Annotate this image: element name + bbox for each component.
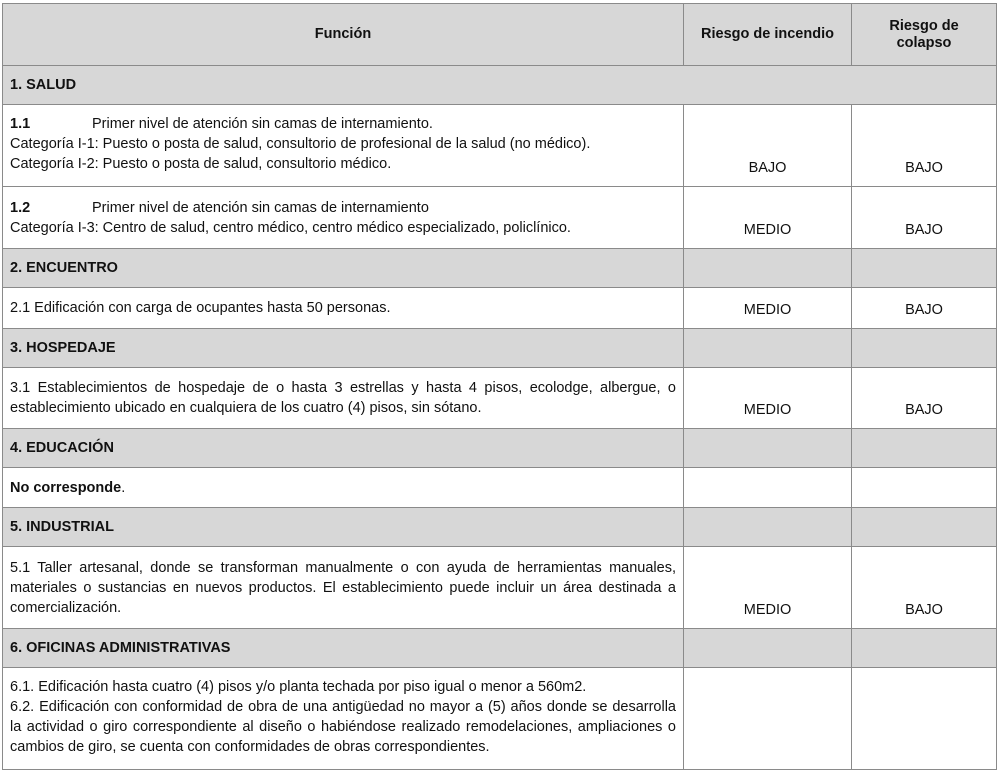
row-line: Categoría I-1: Puesto o posta de salud, consultorio de profesional de la salud (no médico).	[10, 136, 591, 152]
header-riesgo-incendio: Riesgo de incendio	[684, 4, 852, 66]
section-title-hospedaje: 3. HOSPEDAJE	[3, 329, 684, 368]
section-row-encuentro	[3, 249, 997, 288]
header-riesgo-colapso: Riesgo de colapso	[852, 4, 997, 66]
table-row	[3, 187, 997, 249]
row-line: 6.2. Edificación con conformidad de obra de una antigüedad no mayor a (5) años donde se desarrolla la actividad o giro correspondiente al diseño o habiéndose realizado remodelaciones, ampliaciones o cambios de giro, se cuenta con conformidades de obras correspondientes.	[10, 699, 676, 755]
row-5-1-description: 5.1 Taller artesanal, donde se transforman manualmente o con ayuda de herramientas manuales, materiales o sustancias en nuevos productos. El establecimiento puede incluir un área destinada a comercialización.	[3, 547, 684, 629]
section-row-salud	[3, 66, 997, 105]
riesgo-colapso-value: BAJO	[852, 547, 997, 629]
row-line: Primer nivel de atención sin camas de internamiento	[92, 199, 429, 216]
row-1-2-description	[3, 187, 684, 249]
table-row	[3, 468, 997, 508]
riesgo-colapso-value: BAJO	[852, 105, 997, 187]
riesgo-incendio-value: BAJO	[684, 105, 852, 187]
no-corresponde-text: No corresponde	[10, 479, 122, 496]
header-funcion: Función	[3, 4, 684, 66]
section-row-oficinas	[3, 629, 997, 668]
row-6-description	[3, 668, 684, 770]
section-title-encuentro: 2. ENCUENTRO	[3, 249, 684, 288]
table-row	[3, 288, 997, 329]
table-row	[3, 547, 997, 629]
riesgo-incendio-value: MEDIO	[684, 187, 852, 249]
row-3-1-description: 3.1 Establecimientos de hospedaje de o hasta 3 estrellas y hasta 4 pisos, ecolodge, albergue, o establecimiento ubicado en cualquiera de los cuatro (4) pisos, sin sótano.	[3, 368, 684, 429]
row-2-1-description: 2.1 Edificación con carga de ocupantes hasta 50 personas.	[3, 288, 684, 329]
section-row-educacion	[3, 429, 997, 468]
row-line: Primer nivel de atención sin camas de internamiento.	[92, 116, 433, 132]
section-row-hospedaje	[3, 329, 997, 368]
row-number: 1.2	[10, 199, 31, 216]
row-line: Categoría I-3: Centro de salud, centro médico, centro médico especializado, policlínico.	[10, 219, 571, 236]
row-line: 6.1. Edificación hasta cuatro (4) pisos y/o planta techada por piso igual o menor a 560m2.	[10, 679, 587, 695]
riesgo-colapso-value: BAJO	[852, 187, 997, 249]
table-row	[3, 368, 997, 429]
risk-classification-table	[2, 3, 997, 770]
table-header-row	[3, 4, 997, 66]
riesgo-incendio-value: MEDIO	[684, 288, 852, 329]
table-row	[3, 668, 997, 770]
riesgo-colapso-value: BAJO	[852, 288, 997, 329]
section-title-oficinas: 6. OFICINAS ADMINISTRATIVAS	[3, 629, 684, 668]
table-row	[3, 105, 997, 187]
section-title-educacion: 4. EDUCACIÓN	[3, 429, 684, 468]
row-line: Categoría I-2: Puesto o posta de salud, consultorio médico.	[10, 156, 392, 172]
riesgo-colapso-value: BAJO	[852, 368, 997, 429]
riesgo-incendio-value: MEDIO	[684, 368, 852, 429]
row-number: 1.1	[10, 116, 31, 132]
riesgo-incendio-value: MEDIO	[684, 547, 852, 629]
row-4-description: No corresponde.	[3, 468, 684, 508]
section-title-industrial: 5. INDUSTRIAL	[3, 508, 684, 547]
row-1-1-description	[3, 105, 684, 187]
section-row-industrial	[3, 508, 997, 547]
section-title-salud: 1. SALUD	[3, 66, 997, 105]
